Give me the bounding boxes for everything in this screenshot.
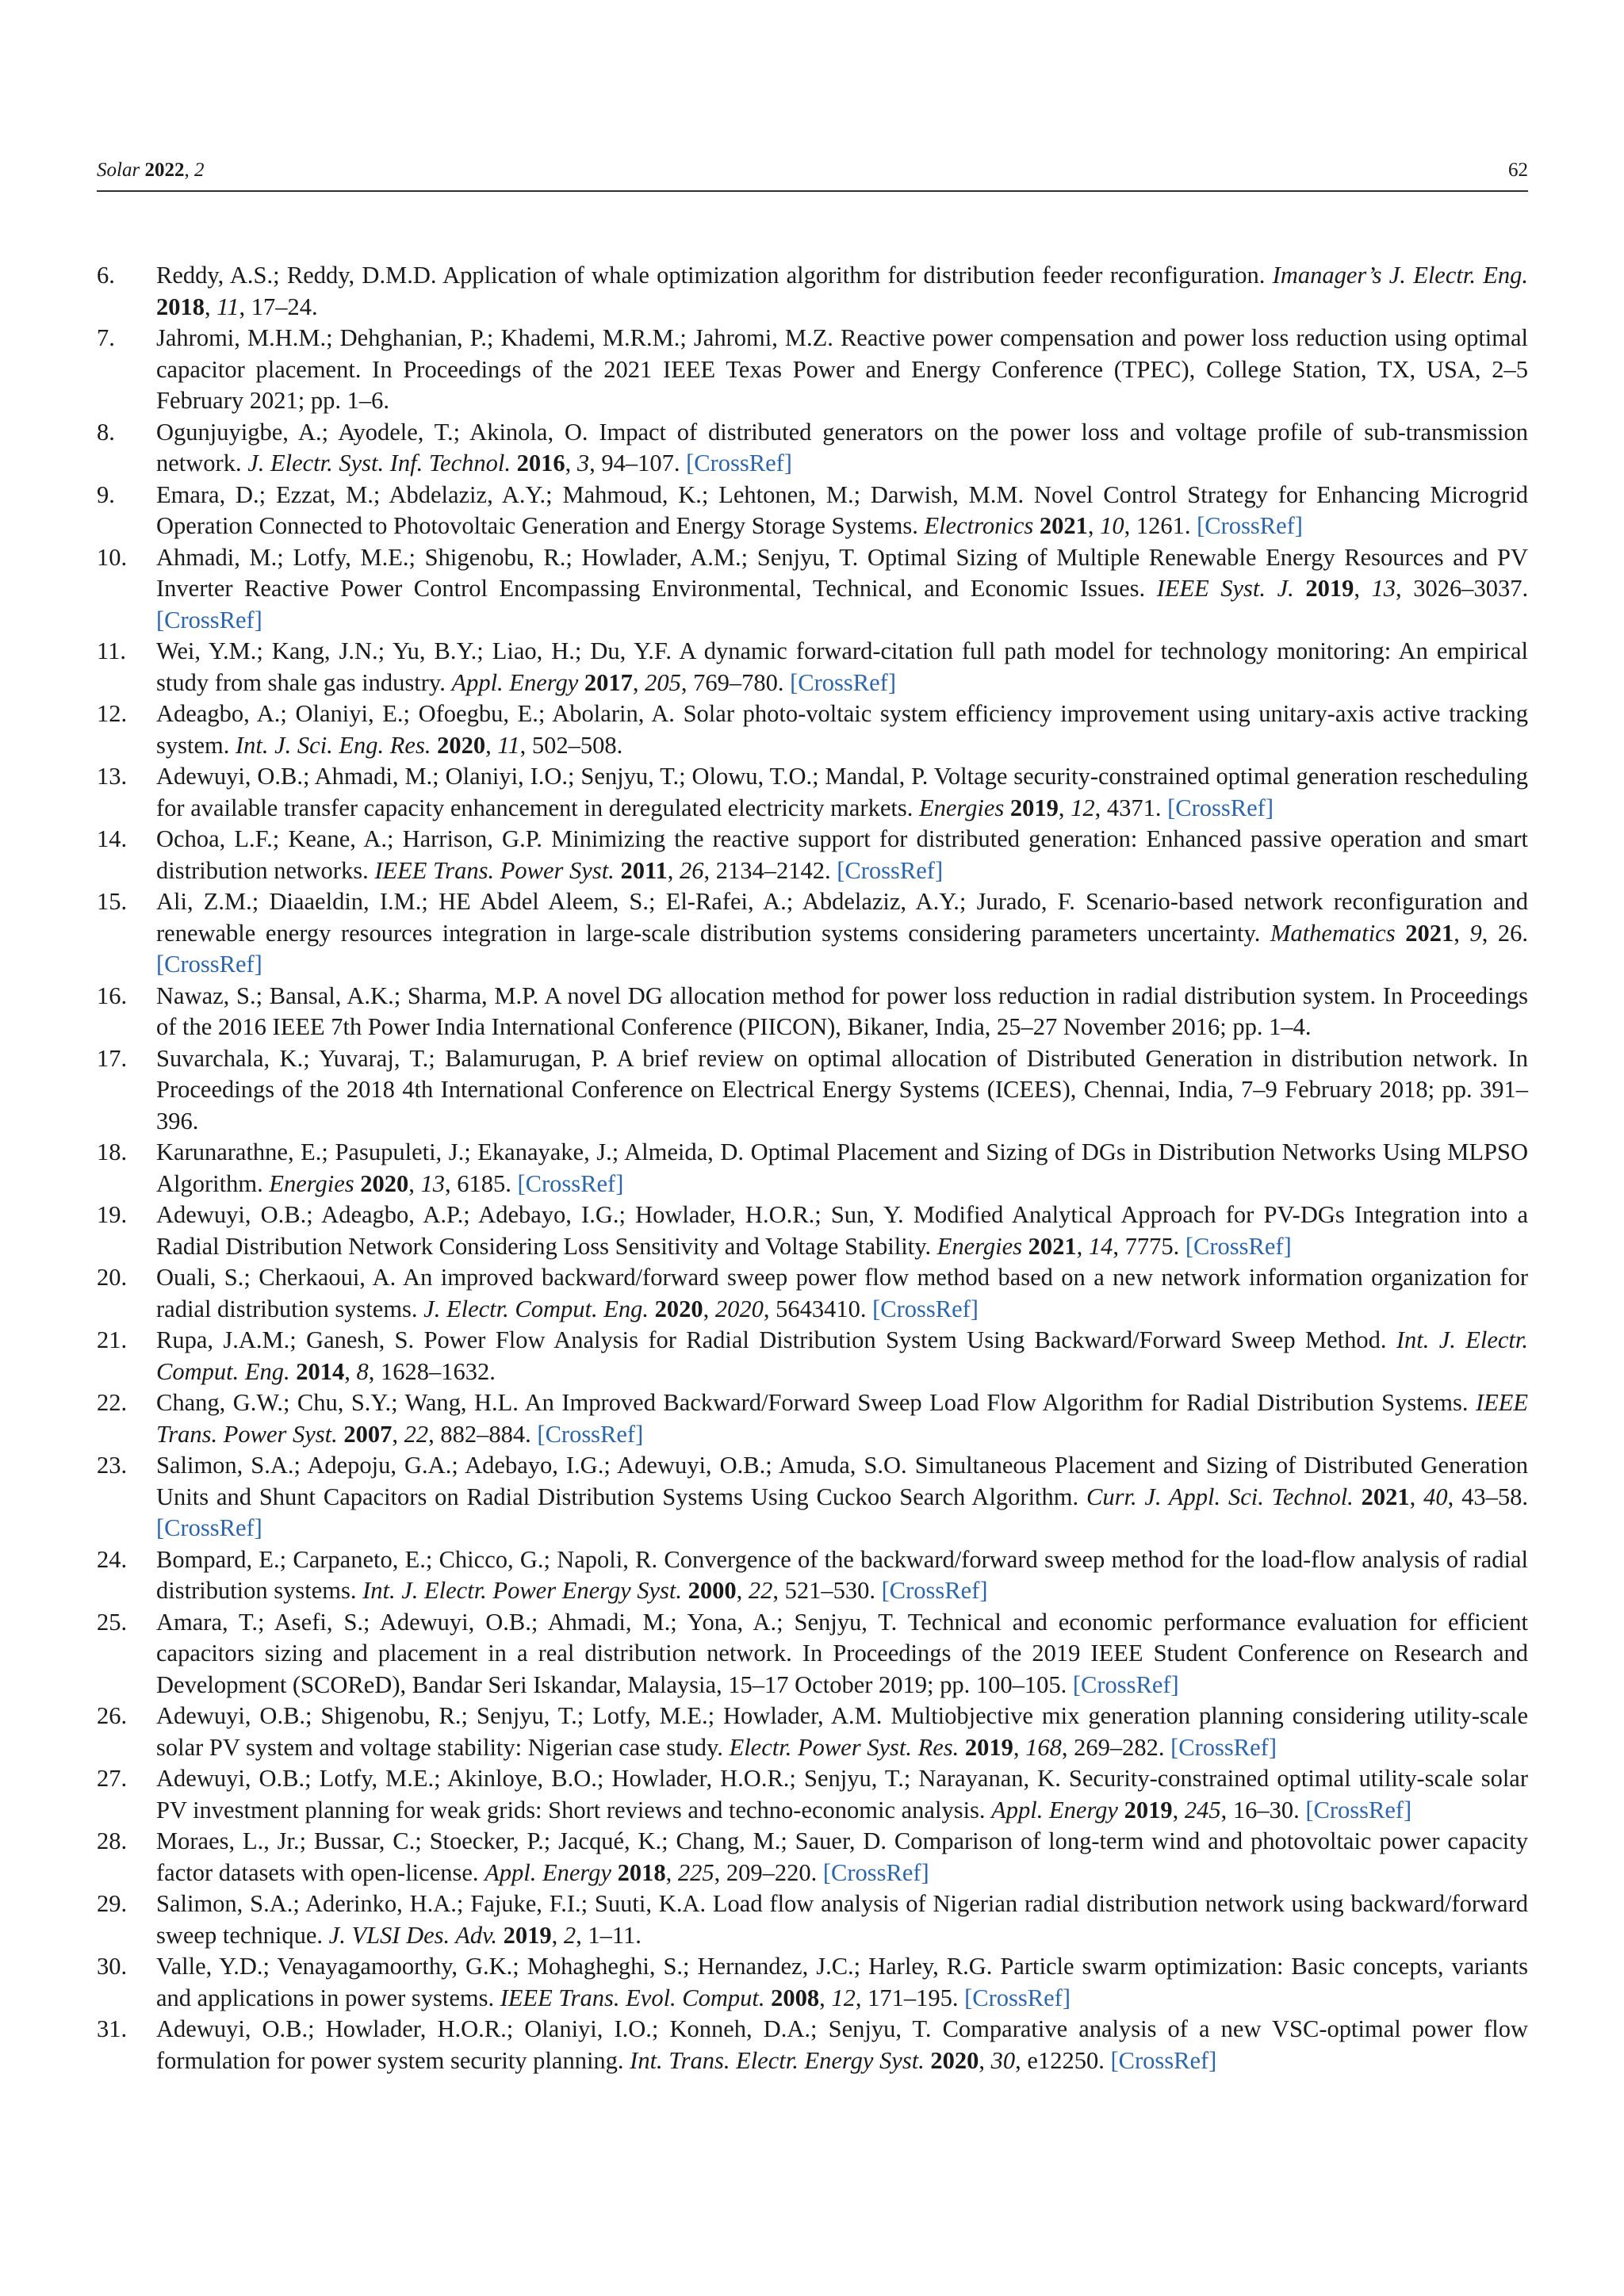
reference-number: 23. (97, 1452, 128, 1479)
reference-pages: 882–884. (440, 1420, 531, 1448)
reference-authors: Adewuyi, O.B.; Howlader, H.O.R.; Olaniyi, I.O.; Konneh, D.A.; Senjyu, T. (156, 2015, 932, 2042)
reference-title: Power Flow Analysis for Radial Distribution System Using Backward/Forward Sweep Method. (423, 1326, 1387, 1353)
reference-year: 2020 (930, 2046, 979, 2074)
reference-text: Emara, D.; Ezzat, M.; Abdelaziz, A.Y.; Mahmoud, K.; Lehtonen, M.; Darwish, M.M. Novel Control Strategy for Enhancing Microgrid Operation Connected to Photovoltaic Generation and Energy Storage Systems. Electronics 2021, 10, 1261. [CrossRef] (156, 480, 1528, 539)
reference-year: 2021 (1028, 1232, 1077, 1260)
reference-journal: Int. J. Sci. Eng. Res. (235, 731, 431, 759)
reference-title: An Improved Backward/Forward Sweep Load Flow Algorithm for Radial Distribution Systems. (524, 1389, 1469, 1416)
reference-number: 21. (97, 1326, 128, 1353)
reference-number: 27. (97, 1765, 128, 1792)
reference-item (97, 981, 1528, 1043)
reference-journal: J. Electr. Syst. Inf. Technol. (247, 450, 511, 476)
crossref-link[interactable]: [CrossRef] (1167, 794, 1274, 821)
reference-pages: 1628–1632. (380, 1357, 496, 1385)
reference-number: 8. (97, 418, 115, 446)
reference-item (97, 1888, 1528, 1951)
reference-year: 2021 (1405, 919, 1454, 947)
reference-year: 2008 (771, 1984, 820, 2011)
reference-title: Convergence of the backward/forward sweep method for the load-flow analysis of radial distribution systems. (156, 1545, 1529, 1604)
reference-journal: IEEE Trans. Power Syst. (156, 1389, 1528, 1448)
reference-authors: Ali, Z.M.; Diaaeldin, I.M.; HE Abdel Aleem, S.; El-Rafei, A.; Abdelaziz, A.Y.; Jurado, F. (156, 888, 1075, 915)
reference-volume: 12 (831, 1984, 856, 2011)
reference-number: 14. (97, 825, 128, 852)
reference-authors: Emara, D.; Ezzat, M.; Abdelaziz, A.Y.; Mahmoud, K.; Lehtonen, M.; Darwish, M.M. (156, 480, 1025, 508)
reference-volume: 225 (677, 1858, 714, 1886)
reference-pages: 5643410. (776, 1295, 867, 1322)
reference-number: 12. (97, 700, 128, 727)
reference-item (97, 761, 1528, 824)
crossref-link[interactable]: [CrossRef] (837, 856, 944, 884)
crossref-link[interactable]: [CrossRef] (964, 1984, 1071, 2011)
reference-volume: 12 (1071, 794, 1095, 821)
crossref-link[interactable]: [CrossRef] (790, 668, 896, 696)
reference-pages: 26. (1497, 919, 1529, 947)
reference-volume: 26 (680, 856, 704, 884)
reference-volume: 11 (216, 293, 239, 320)
reference-text: Wei, Y.M.; Kang, J.N.; Yu, B.Y.; Liao, H.; Du, Y.F. A dynamic forward-citation full path model for technology monitoring: An empirical study from shale gas industry. Appl. Energy 2017, 205, 769–780. [CrossRef] (156, 637, 1529, 696)
reference-journal: Appl. Energy (991, 1796, 1118, 1823)
crossref-link[interactable]: [CrossRef] (156, 1514, 262, 1541)
crossref-link[interactable]: [CrossRef] (156, 606, 262, 633)
reference-title: Reactive power compensation and power loss reduction using optimal capacitor placement. In Proceedings of the 2021 IEEE Texas Power and Energy Conference (TPEC), College Station, TX, USA, 2–5 February 2021; pp. 1–6. (156, 324, 1528, 414)
page-number: 62 (1508, 159, 1528, 181)
reference-text: Adewuyi, O.B.; Ahmadi, M.; Olaniyi, I.O.; Senjyu, T.; Olowu, T.O.; Mandal, P. Voltage security-constrained optimal generation rescheduling for available transfer capacity enhancement in deregulated electricity markets. Energies 2019, 12, 4371. [CrossRef] (156, 763, 1529, 821)
reference-pages: 7775. (1124, 1232, 1180, 1260)
reference-number: 25. (97, 1608, 128, 1636)
reference-year: 2019 (1305, 575, 1354, 602)
reference-number: 11. (97, 637, 126, 664)
crossref-link[interactable]: [CrossRef] (1110, 2046, 1217, 2074)
reference-title: Solar photo-voltaic system efficiency improvement using unitary-axis active tracking system. (156, 700, 1528, 759)
reference-pages: 502–508. (531, 731, 623, 759)
reference-pages: 2134–2142. (715, 856, 831, 884)
reference-text (156, 1043, 1528, 1138)
reference-year: 2017 (584, 668, 633, 696)
reference-title: Novel Control Strategy for Enhancing Microgrid Operation Connected to Photovoltaic Generation and Energy Storage Systems. (156, 480, 1528, 539)
reference-authors: Ahmadi, M.; Lotfy, M.E.; Shigenobu, R.; Howlader, A.M.; Senjyu, T. (156, 543, 859, 571)
reference-pages: 16–30. (1232, 1796, 1300, 1823)
reference-number: 24. (97, 1545, 128, 1573)
reference-title: A brief review on optimal allocation of Distributed Generation in distribution network. In Proceedings of the 2018 4th International Conference on Electrical Energy Systems (ICEES), Chennai, India, 7–9 February 2018; pp. 391–396. (156, 1044, 1528, 1135)
reference-journal: Int. Trans. Electr. Energy Syst. (630, 2046, 925, 2074)
reference-year: 2018 (617, 1858, 666, 1886)
reference-authors: Adewuyi, O.B.; Adeagbo, A.P.; Adebayo, I.G.; Howlader, H.O.R.; Sun, Y. (156, 1201, 904, 1228)
reference-authors: Adeagbo, A.; Olaniyi, E.; Ofoegbu, E.; Abolarin, A. (156, 700, 675, 727)
reference-year: 2007 (343, 1420, 393, 1448)
header-rule (97, 190, 1528, 192)
reference-title: Voltage security-constrained optimal generation rescheduling for available transfer capacity enhancement in deregulated electricity markets. (156, 763, 1529, 821)
reference-number: 31. (97, 2015, 128, 2042)
reference-item (97, 1826, 1528, 1888)
reference-year: 2020 (437, 731, 486, 759)
reference-year: 2019 (1124, 1796, 1173, 1823)
crossref-link[interactable]: [CrossRef] (1170, 1733, 1277, 1761)
crossref-link[interactable]: [CrossRef] (1305, 1796, 1412, 1823)
crossref-link[interactable]: [CrossRef] (517, 1169, 624, 1197)
journal-citation: Solar 2022, 2 (97, 159, 205, 181)
reference-journal: Energies (269, 1169, 354, 1197)
reference-number: 15. (97, 888, 128, 915)
reference-volume: 10 (1100, 512, 1124, 539)
reference-authors: Ouali, S.; Cherkaoui, A. (156, 1264, 396, 1291)
reference-authors: Valle, Y.D.; Venayagamoorthy, G.K.; Mohagheghi, S.; Hernandez, J.C.; Harley, R.G. (156, 1953, 993, 1980)
reference-pages: 521–530. (784, 1577, 876, 1604)
reference-number: 10. (97, 543, 128, 571)
reference-volume: 2020 (714, 1295, 764, 1322)
reference-journal: IEEE Syst. J. (1156, 575, 1294, 602)
reference-number: 26. (97, 1702, 128, 1729)
reference-volume: 40 (1423, 1483, 1448, 1510)
reference-pages: 769–780. (693, 668, 784, 696)
reference-item (97, 1262, 1528, 1325)
reference-text: Karunarathne, E.; Pasupuleti, J.; Ekanayake, J.; Almeida, D. Optimal Placement and Sizing of DGs in Distribution Networks Using MLPSO Algorithm. Energies 2020, 13, 6185. [CrossRef] (156, 1138, 1528, 1197)
reference-item (97, 417, 1528, 480)
reference-text: Adewuyi, O.B.; Howlader, H.O.R.; Olaniyi, I.O.; Konneh, D.A.; Senjyu, T. Comparative analysis of a new VSC-optimal power flow formulation for power system security planning. Int. Trans. Electr. Energy Syst. 2020, 30, e12250. [CrossRef] (156, 2015, 1528, 2074)
crossref-link[interactable]: [CrossRef] (1072, 1670, 1179, 1698)
journal-year: 2022 (144, 159, 185, 181)
reference-item (97, 636, 1528, 698)
reference-authors: Adewuyi, O.B.; Shigenobu, R.; Senjyu, T.; Lotfy, M.E.; Howlader, A.M. (156, 1702, 883, 1729)
reference-pages: 3026–3037. (1413, 575, 1529, 602)
reference-item (97, 1607, 1528, 1701)
reference-volume: 205 (645, 668, 681, 696)
reference-title: Security-constrained optimal utility-scale solar PV investment planning for weak grids: Short reviews and techno-economic analysis. (156, 1765, 1528, 1823)
reference-text: Valle, Y.D.; Venayagamoorthy, G.K.; Mohagheghi, S.; Hernandez, J.C.; Harley, R.G. Particle swarm optimization: Basic concepts, variants and applications in power systems. IEEE Trans. Evol. Comput. 2008, 12, 171–195. [CrossRef] (156, 1953, 1528, 2011)
reference-volume: 8 (356, 1357, 369, 1385)
reference-volume: 245 (1184, 1796, 1221, 1823)
reference-item (97, 1325, 1528, 1387)
running-header (97, 151, 1528, 190)
reference-text: Bompard, E.; Carpaneto, E.; Chicco, G.; Napoli, R. Convergence of the backward/forward sweep method for the load-flow analysis of radial distribution systems. Int. J. Electr. Power Energy Syst. 2000, 22, 521–530. [CrossRef] (156, 1545, 1529, 1604)
reference-title: Optimal Sizing of Multiple Renewable Energy Resources and PV Inverter Reactive Power Control Encompassing Environmental, Technical, and Economic Issues. (156, 543, 1528, 602)
reference-item (97, 886, 1528, 981)
reference-number: 22. (97, 1389, 128, 1416)
reference-volume: 3 (576, 450, 590, 476)
reference-number: 30. (97, 1953, 128, 1980)
reference-item (97, 698, 1528, 761)
reference-title: Scenario-based network reconfiguration and renewable energy resources integration in large-scale distribution systems considering parameters uncertainty. (156, 888, 1528, 947)
reference-volume: 14 (1088, 1232, 1113, 1260)
reference-item (97, 1763, 1528, 1826)
reference-journal: Mathematics (1270, 919, 1396, 947)
reference-authors: Suvarchala, K.; Yuvaraj, T.; Balamurugan, P. (156, 1044, 608, 1072)
crossref-link[interactable]: [CrossRef] (881, 1577, 988, 1604)
reference-item (97, 260, 1528, 323)
crossref-link[interactable]: [CrossRef] (537, 1420, 644, 1448)
reference-item (97, 2014, 1528, 2076)
reference-journal: Curr. J. Appl. Sci. Technol. (1086, 1483, 1354, 1510)
reference-text: Adewuyi, O.B.; Adeagbo, A.P.; Adebayo, I.G.; Howlader, H.O.R.; Sun, Y. Modified Analytical Approach for PV-DGs Integration into a Radial Distribution Network Considering Loss Sensitivity and Voltage Stability. Energies 2021, 14, 7775. [CrossRef] (156, 1201, 1529, 1260)
reference-volume: 168 (1025, 1733, 1062, 1761)
reference-year: 2021 (1361, 1483, 1410, 1510)
reference-number: 28. (97, 1827, 128, 1854)
reference-year: 2018 (156, 293, 205, 320)
reference-number: 7. (97, 324, 115, 351)
reference-number: 18. (97, 1138, 128, 1165)
reference-title: Technical and economic performance evaluation for efficient capacitors sizing and placement in a real distribution network. In Proceedings of the 2019 IEEE Student Conference on Research and Development (SCOReD), Bandar Seri Iskandar, Malaysia, 15–17 October 2019; pp. 100–105. (156, 1608, 1528, 1698)
reference-title: Multiobjective mix generation planning considering utility-scale solar PV system and voltage stability: Nigerian case study. (156, 1702, 1528, 1761)
reference-title: An improved backward/forward sweep power flow method based on a new network information organization for radial distribution systems. (156, 1264, 1528, 1322)
reference-journal: Appl. Energy (451, 668, 579, 696)
reference-item (97, 1450, 1528, 1544)
reference-title: Particle swarm optimization: Basic concepts, variants and applications in power systems. (156, 1953, 1528, 2011)
reference-pages: 94–107. (601, 450, 680, 476)
reference-authors: Jahromi, M.H.M.; Dehghanian, P.; Khademi, M.R.M.; Jahromi, M.Z. (156, 324, 833, 351)
reference-pages: 209–220. (726, 1858, 818, 1886)
reference-journal: J. VLSI Des. Adv. (328, 1921, 497, 1949)
reference-pages: e12250. (1027, 2046, 1105, 2074)
reference-authors: Chang, G.W.; Chu, S.Y.; Wang, H.L. (156, 1389, 519, 1416)
crossref-link[interactable]: [CrossRef] (872, 1295, 979, 1322)
reference-authors: Wei, Y.M.; Kang, J.N.; Yu, B.Y.; Liao, H.; Du, Y.F. (156, 637, 672, 664)
reference-item (97, 1137, 1528, 1200)
reference-item (97, 1544, 1528, 1607)
crossref-link[interactable]: [CrossRef] (156, 951, 262, 978)
reference-text: Moraes, L., Jr.; Bussar, C.; Stoecker, P.; Jacqué, K.; Chang, M.; Sauer, D. Comparison of long-term wind and photovoltaic power capacity factor datasets with open-license. Appl. Energy 2018, 225, 209–220. [CrossRef] (156, 1827, 1528, 1886)
reference-text: Adewuyi, O.B.; Lotfy, M.E.; Akinloye, B.O.; Howlader, H.O.R.; Senjyu, T.; Narayanan, K. Security-constrained optimal utility-scale solar PV investment planning for weak grids: Short reviews and techno-economic analysis. Appl. Energy 2019, 245, 16–30. [CrossRef] (156, 1765, 1528, 1823)
reference-title: Application of whale optimization algorithm for distribution feeder reconfiguration. (442, 262, 1266, 289)
reference-authors: Ochoa, L.F.; Keane, A.; Harrison, G.P. (156, 825, 542, 852)
reference-text: Chang, G.W.; Chu, S.Y.; Wang, H.L. An Improved Backward/Forward Sweep Load Flow Algorithm for Radial Distribution Systems. IEEE Trans. Power Syst. 2007, 22, 882–884. [CrossRef] (156, 1389, 1528, 1448)
reference-item (97, 1387, 1528, 1450)
reference-authors: Salimon, S.A.; Adepoju, G.A.; Adebayo, I.G.; Adewuyi, O.B.; Amuda, S.O. (156, 1452, 907, 1479)
reference-pages: 171–195. (868, 1984, 959, 2011)
reference-title: A dynamic forward-citation full path model for technology monitoring: An empirical study from shale gas industry. (156, 637, 1529, 696)
reference-title: Minimizing the reactive support for distributed generation: Enhanced passive operation and smart distribution networks. (156, 825, 1529, 884)
reference-text: Ahmadi, M.; Lotfy, M.E.; Shigenobu, R.; Howlader, A.M.; Senjyu, T. Optimal Sizing of Multiple Renewable Energy Resources and PV Inverter Reactive Power Control Encompassing Environmental, Technical, and Economic Issues. IEEE Syst. J. 2019, 13, 3026–3037. [CrossRef] (156, 543, 1529, 633)
reference-text (156, 323, 1528, 417)
reference-text: Salimon, S.A.; Aderinko, H.A.; Fajuke, F.I.; Suuti, K.A. Load flow analysis of Nigerian radial distribution network using backward/forward sweep technique. J. VLSI Des. Adv. 2019, 2, 1–11. (156, 1890, 1528, 1949)
reference-text: Reddy, A.S.; Reddy, D.M.D. Application of whale optimization algorithm for distribution feeder reconfiguration. Imanager’s J. Electr. Eng. 2018, 11, 17–24. (156, 262, 1529, 320)
reference-volume: 9 (1469, 919, 1482, 947)
reference-pages: 269–282. (1074, 1733, 1165, 1761)
reference-list (97, 260, 1528, 2076)
reference-journal: IEEE Trans. Evol. Comput. (500, 1984, 765, 2011)
reference-volume: 2 (563, 1921, 576, 1949)
reference-journal: Int. J. Electr. Comput. Eng. (156, 1326, 1529, 1385)
reference-authors: Reddy, A.S.; Reddy, D.M.D. (156, 262, 437, 289)
reference-journal: Electronics (924, 512, 1034, 539)
reference-title: Comparison of long-term wind and photovoltaic power capacity factor datasets with open-license. (156, 1827, 1528, 1886)
reference-year: 2021 (1039, 512, 1088, 539)
reference-volume: 13 (420, 1169, 446, 1197)
reference-journal: Energies (936, 1232, 1023, 1260)
reference-volume: 13 (1371, 575, 1396, 602)
reference-year: 2020 (360, 1169, 409, 1197)
reference-authors: Moraes, L., Jr.; Bussar, C.; Stoecker, P.; Jacqué, K.; Chang, M.; Sauer, D. (156, 1827, 887, 1854)
reference-text: Rupa, J.A.M.; Ganesh, S. Power Flow Analysis for Radial Distribution System Using Backward/Forward Sweep Method. Int. J. Electr. Comput. Eng. 2014, 8, 1628–1632. (156, 1326, 1529, 1385)
reference-journal: Energies (918, 794, 1005, 821)
reference-volume: 22 (404, 1420, 429, 1448)
reference-year: 2016 (516, 450, 565, 476)
reference-title: Modified Analytical Approach for PV-DGs Integration into a Radial Distribution Network Considering Loss Sensitivity and Voltage Stability. (156, 1201, 1529, 1260)
reference-text: Salimon, S.A.; Adepoju, G.A.; Adebayo, I.G.; Adewuyi, O.B.; Amuda, S.O. Simultaneous Placement and Sizing of Distributed Generation Units and Shunt Capacitors on Radial Distribution Systems Using Cuckoo Search Algorithm. Curr. J. Appl. Sci. Technol. 2021, 40, 43–58. [CrossRef] (156, 1452, 1529, 1541)
reference-pages: 43–58. (1461, 1483, 1529, 1510)
reference-number: 20. (97, 1264, 128, 1291)
reference-text (156, 981, 1528, 1043)
reference-item (97, 1701, 1528, 1763)
reference-journal: Int. J. Electr. Power Energy Syst. (362, 1577, 683, 1604)
reference-journal: IEEE Trans. Power Syst. (374, 856, 615, 884)
reference-text: Ogunjuyigbe, A.; Ayodele, T.; Akinola, O. Impact of distributed generators on the power loss and voltage profile of sub-transmission network. J. Electr. Syst. Inf. Technol. 2016, 3, 94–107. [CrossRef] (156, 418, 1529, 476)
reference-title: A novel DG allocation method for power loss reduction in radial distribution system. In Proceedings of the 2016 IEEE 7th Power India International Conference (PIICON), Bikaner, India, 25–27 November 2016; pp. 1–4. (156, 982, 1528, 1040)
reference-title: Simultaneous Placement and Sizing of Distributed Generation Units and Shunt Capacitors on Radial Distribution Systems Using Cuckoo Search Algorithm. (156, 1452, 1528, 1510)
reference-item (97, 1043, 1528, 1138)
crossref-link[interactable]: [CrossRef] (1197, 512, 1303, 539)
reference-pages: 6185. (457, 1169, 511, 1197)
reference-pages: 4371. (1106, 794, 1162, 821)
reference-item (97, 323, 1528, 417)
reference-text (156, 1607, 1528, 1701)
reference-authors: Nawaz, S.; Bansal, A.K.; Sharma, M.P. (156, 982, 539, 1009)
reference-authors: Adewuyi, O.B.; Ahmadi, M.; Olaniyi, I.O.; Senjyu, T.; Olowu, T.O.; Mandal, P. (156, 763, 929, 790)
reference-number: 19. (97, 1201, 128, 1228)
journal-volume: 2 (193, 159, 205, 181)
reference-pages: 1261. (1136, 512, 1191, 539)
reference-title: Impact of distributed generators on the power loss and voltage profile of sub-transmission network. (156, 418, 1529, 476)
reference-item (97, 1200, 1528, 1262)
reference-volume: 11 (497, 731, 520, 759)
reference-authors: Amara, T.; Asefi, S.; Adewuyi, O.B.; Ahmadi, M.; Yona, A.; Senjyu, T. (156, 1608, 898, 1636)
reference-authors: Salimon, S.A.; Aderinko, H.A.; Fajuke, F.I.; Suuti, K.A. (156, 1890, 707, 1917)
reference-title: Load flow analysis of Nigerian radial distribution network using backward/forward sweep technique. (156, 1890, 1528, 1949)
reference-year: 2019 (503, 1921, 552, 1949)
reference-text: Ouali, S.; Cherkaoui, A. An improved backward/forward sweep power flow method based on a new network information organization for radial distribution systems. J. Electr. Comput. Eng. 2020, 2020, 5643410. [CrossRef] (156, 1264, 1528, 1322)
reference-item (97, 480, 1528, 542)
reference-authors: Adewuyi, O.B.; Lotfy, M.E.; Akinloye, B.O.; Howlader, H.O.R.; Senjyu, T.; Narayanan, K. (156, 1765, 1061, 1792)
reference-year: 2019 (1009, 794, 1059, 821)
reference-number: 29. (97, 1890, 128, 1917)
reference-authors: Ogunjuyigbe, A.; Ayodele, T.; Akinola, O. (156, 418, 588, 446)
crossref-link[interactable]: [CrossRef] (1185, 1232, 1292, 1260)
reference-year: 2011 (620, 856, 668, 884)
journal-name: Solar (97, 159, 140, 181)
reference-item (97, 542, 1528, 637)
reference-number: 6. (97, 262, 115, 289)
crossref-link[interactable]: [CrossRef] (686, 450, 792, 476)
reference-year: 2020 (654, 1295, 703, 1322)
reference-number: 16. (97, 982, 128, 1009)
crossref-link[interactable]: [CrossRef] (822, 1858, 929, 1886)
reference-item (97, 1951, 1528, 2014)
reference-title: Optimal Placement and Sizing of DGs in Distribution Networks Using MLPSO Algorithm. (156, 1138, 1528, 1197)
reference-journal: Imanager’s J. Electr. Eng. (1272, 262, 1529, 289)
reference-year: 2000 (688, 1577, 737, 1604)
reference-title: Comparative analysis of a new VSC-optimal power flow formulation for power system security planning. (156, 2015, 1528, 2074)
reference-year: 2019 (964, 1733, 1013, 1761)
reference-text: Adeagbo, A.; Olaniyi, E.; Ofoegbu, E.; Abolarin, A. Solar photo-voltaic system efficiency improvement using unitary-axis active tracking system. Int. J. Sci. Eng. Res. 2020, 11, 502–508. (156, 700, 1528, 759)
reference-item (97, 824, 1528, 886)
reference-number: 9. (97, 480, 115, 508)
reference-text: Adewuyi, O.B.; Shigenobu, R.; Senjyu, T.; Lotfy, M.E.; Howlader, A.M. Multiobjective mix generation planning considering utility-scale solar PV system and voltage stability: Nigerian case study. Electr. Power Syst. Res. 2019, 168, 269–282. [CrossRef] (156, 1702, 1528, 1761)
reference-number: 13. (97, 763, 128, 790)
reference-authors: Rupa, J.A.M.; Ganesh, S. (156, 1326, 415, 1353)
reference-pages: 17–24. (251, 293, 318, 320)
reference-journal: J. Electr. Comput. Eng. (423, 1295, 649, 1322)
reference-journal: Electr. Power Syst. Res. (729, 1733, 959, 1761)
reference-volume: 22 (748, 1577, 773, 1604)
reference-volume: 30 (990, 2046, 1016, 2074)
reference-authors: Karunarathne, E.; Pasupuleti, J.; Ekanayake, J.; Almeida, D. (156, 1138, 745, 1165)
reference-journal: Appl. Energy (485, 1858, 611, 1886)
reference-year: 2014 (296, 1357, 345, 1385)
reference-authors: Bompard, E.; Carpaneto, E.; Chicco, G.; Napoli, R. (156, 1545, 658, 1573)
reference-pages: 1–11. (588, 1921, 642, 1949)
reference-number: 17. (97, 1044, 128, 1072)
reference-text: Ochoa, L.F.; Keane, A.; Harrison, G.P. Minimizing the reactive support for distributed generation: Enhanced passive operation and smart distribution networks. IEEE Trans. Power Syst. 2011, 26, 2134–2142. [CrossRef] (156, 825, 1529, 884)
reference-text: Ali, Z.M.; Diaaeldin, I.M.; HE Abdel Aleem, S.; El-Rafei, A.; Abdelaziz, A.Y.; Jurado, F. Scenario-based network reconfiguration and renewable energy resources integration in large-scale distribution systems considering parameters uncertainty. Mathematics 2021, 9, 26. [CrossRef] (156, 888, 1529, 978)
